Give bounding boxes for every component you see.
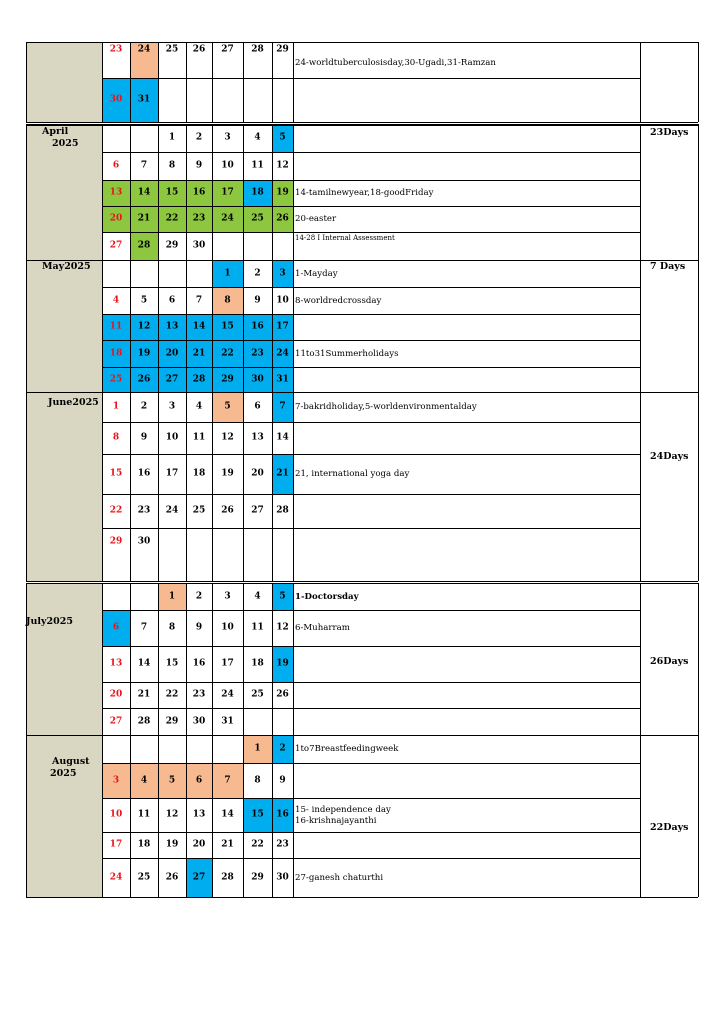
event-note: 16-krishnajayanthi — [295, 815, 377, 826]
grid-line — [102, 180, 640, 181]
event-note: 14-28 I Internal Assessment — [295, 234, 395, 242]
date-cell: 30 — [137, 536, 151, 547]
total-days: 23Days — [650, 127, 689, 138]
date-cell: 20 — [109, 213, 123, 224]
date-cell: 16 — [192, 187, 206, 198]
date-cell: 22 — [251, 839, 264, 850]
date-cell: 14 — [137, 187, 151, 198]
grid-line — [640, 260, 641, 392]
date-cell: 21 — [221, 839, 234, 850]
date-cell: 11 — [251, 622, 264, 633]
date-cell: 26 — [276, 689, 289, 700]
grid-line — [158, 42, 159, 122]
event-note: 24-worldtuberculosisday,30-Ugadi,31-Ramzan — [295, 58, 496, 68]
month-column — [26, 392, 102, 581]
date-cell: 8 — [254, 775, 261, 785]
event-note: 20-easter — [295, 214, 337, 224]
date-cell: 25 — [137, 872, 151, 882]
date-cell: 25 — [109, 374, 123, 384]
date-cell: 23 — [192, 689, 206, 700]
date-cell: 6 — [168, 295, 176, 305]
event-note: 15- independence day — [295, 804, 391, 815]
date-cell: 4 — [140, 775, 148, 785]
date-cell: 12 — [221, 432, 234, 443]
date-cell: 17 — [221, 658, 234, 669]
date-cell: 28 — [192, 374, 206, 384]
month-label: May2025 — [42, 261, 91, 272]
grid-line — [243, 260, 244, 392]
month-label: July2025 — [26, 616, 73, 627]
date-cell: 19 — [165, 839, 179, 850]
date-cell: 27 — [109, 240, 123, 251]
date-cell: 30 — [109, 94, 123, 105]
date-cell: 3 — [224, 591, 231, 601]
event-note: 8-worldredcrossday — [295, 295, 382, 306]
date-cell: 8 — [112, 432, 120, 443]
grid-line — [26, 735, 698, 736]
grid-line — [26, 124, 27, 260]
date-cell: 31 — [221, 716, 234, 726]
grid-line — [26, 583, 27, 735]
date-cell: 26 — [276, 213, 289, 224]
date-cell: 13 — [165, 321, 179, 332]
grid-line — [698, 260, 699, 392]
date-cell: 31 — [137, 94, 151, 105]
grid-line — [293, 392, 294, 581]
date-cell: 27 — [165, 374, 179, 384]
date-cell: 3 — [224, 132, 231, 143]
grid-line — [130, 124, 131, 260]
grid-line — [243, 42, 244, 122]
date-cell: 20 — [251, 468, 264, 479]
grid-line — [186, 735, 187, 897]
date-cell: 10 — [221, 622, 234, 633]
grid-line — [272, 583, 273, 735]
date-cell: 15 — [165, 187, 179, 198]
event-note: 27-ganesh chaturthi — [295, 872, 384, 883]
grid-line — [26, 897, 698, 898]
event-note: 1to7Breastfeedingweek — [295, 744, 399, 754]
total-days: 22Days — [650, 822, 689, 833]
date-cell: 8 — [168, 622, 176, 633]
date-cell: 13 — [109, 187, 123, 198]
grid-line — [102, 78, 640, 79]
month-label: 2025 — [52, 138, 79, 149]
month-label: 2025 — [50, 768, 77, 779]
date-cell: 18 — [192, 468, 206, 479]
date-cell: 23 — [251, 348, 264, 358]
grid-line — [102, 798, 640, 799]
date-cell: 27 — [251, 505, 264, 516]
date-cell: 1 — [168, 132, 176, 143]
date-cell: 3 — [112, 775, 120, 785]
date-cell: 9 — [195, 622, 203, 633]
grid-line — [102, 858, 640, 859]
date-cell: 2 — [140, 401, 148, 412]
date-cell: 3 — [168, 401, 176, 412]
date-cell: 24 — [276, 348, 289, 358]
grid-line — [26, 42, 698, 43]
grid-line — [212, 124, 213, 260]
grid-line — [130, 260, 131, 392]
event-note: 1-Mayday — [295, 268, 338, 279]
date-cell: 26 — [192, 44, 206, 55]
date-cell: 12 — [276, 622, 289, 633]
grid-line — [698, 392, 699, 581]
date-cell: 2 — [279, 743, 286, 754]
grid-line — [640, 42, 641, 122]
date-cell: 27 — [109, 716, 123, 726]
date-cell: 7 — [140, 622, 148, 633]
grid-line — [102, 763, 640, 764]
date-cell: 30 — [251, 374, 264, 384]
event-note: 1-Doctorsday — [295, 591, 359, 602]
date-cell: 5 — [140, 295, 148, 305]
date-cell: 9 — [254, 295, 261, 305]
grid-line — [272, 124, 273, 260]
date-cell: 22 — [221, 348, 234, 358]
date-cell: 5 — [279, 132, 286, 143]
grid-line — [102, 682, 640, 683]
date-cell: 13 — [192, 809, 206, 820]
grid-line — [293, 583, 294, 735]
date-cell: 13 — [109, 658, 123, 669]
date-cell: 5 — [279, 591, 286, 601]
date-cell: 18 — [251, 187, 264, 198]
grid-line — [102, 314, 640, 315]
date-cell: 28 — [137, 716, 151, 726]
date-cell: 14 — [221, 809, 234, 820]
grid-line — [158, 260, 159, 392]
date-cell: 24 — [137, 44, 151, 55]
grid-line — [26, 392, 698, 393]
grid-line — [26, 581, 698, 582]
grid-line — [102, 152, 640, 153]
date-cell: 12 — [165, 809, 179, 820]
event-note: 14-tamilnewyear,18-goodFriday — [295, 188, 434, 198]
date-cell: 10 — [165, 432, 179, 443]
date-cell: 24 — [221, 213, 234, 224]
date-cell: 16 — [137, 468, 151, 479]
date-cell: 7 — [279, 401, 286, 412]
date-cell: 4 — [254, 591, 261, 601]
grid-line — [272, 735, 273, 897]
date-cell: 29 — [165, 240, 179, 251]
date-cell: 29 — [165, 716, 179, 726]
date-cell: 26 — [221, 505, 234, 516]
grid-line — [102, 646, 640, 647]
date-cell: 18 — [109, 348, 123, 358]
month-column — [26, 583, 102, 735]
date-cell: 14 — [137, 658, 151, 669]
date-cell: 31 — [276, 374, 289, 384]
grid-line — [102, 124, 103, 260]
event-note: 11to31Summerholidays — [295, 348, 399, 359]
grid-line — [158, 392, 159, 581]
grid-line — [26, 260, 698, 261]
date-cell: 17 — [165, 468, 179, 479]
grid-line — [640, 124, 641, 260]
date-cell: 26 — [137, 374, 151, 384]
grid-line — [102, 583, 103, 735]
date-cell: 2 — [195, 132, 203, 143]
grid-line — [640, 735, 641, 897]
grid-line — [26, 392, 27, 581]
event-note: 6-Muharram — [295, 623, 350, 633]
grid-line — [212, 735, 213, 897]
date-cell: 20 — [109, 689, 123, 700]
month-label: August — [52, 756, 90, 767]
date-cell: 15 — [165, 658, 179, 669]
total-days: 24Days — [650, 451, 689, 462]
grid-line — [102, 610, 640, 611]
date-cell: 19 — [137, 348, 151, 358]
grid-line — [102, 832, 640, 833]
grid-line — [102, 735, 103, 897]
date-cell: 7 — [224, 775, 231, 785]
date-cell: 8 — [224, 295, 231, 305]
grid-line — [212, 392, 213, 581]
date-cell: 21 — [192, 348, 206, 358]
month-column — [26, 42, 102, 122]
grid-line — [293, 735, 294, 897]
grid-line — [698, 583, 699, 735]
date-cell: 9 — [195, 160, 203, 171]
grid-line — [640, 392, 641, 581]
grid-line — [102, 454, 640, 455]
date-cell: 1 — [254, 743, 261, 754]
date-cell: 2 — [195, 591, 203, 601]
date-cell: 28 — [137, 240, 151, 251]
date-cell: 18 — [251, 658, 264, 669]
date-cell: 20 — [192, 839, 206, 850]
date-cell: 28 — [221, 872, 234, 882]
date-cell: 24 — [165, 505, 179, 516]
grid-line — [102, 392, 103, 581]
date-cell: 6 — [112, 622, 120, 633]
grid-line — [102, 260, 103, 392]
date-cell: 12 — [137, 321, 151, 332]
grid-line — [102, 528, 640, 529]
date-cell: 29 — [109, 536, 123, 547]
date-cell: 27 — [221, 44, 234, 55]
grid-line — [243, 392, 244, 581]
grid-line — [293, 124, 294, 260]
grid-line — [130, 735, 131, 897]
date-cell: 10 — [221, 160, 234, 171]
month-column — [26, 260, 102, 392]
grid-line — [102, 494, 640, 495]
grid-line — [158, 583, 159, 735]
date-cell: 22 — [165, 213, 179, 224]
date-cell: 30 — [192, 716, 206, 726]
grid-line — [102, 422, 640, 423]
date-cell: 14 — [192, 321, 206, 332]
date-cell: 22 — [109, 505, 123, 516]
grid-line — [102, 367, 640, 368]
date-cell: 6 — [254, 401, 261, 412]
date-cell: 23 — [137, 505, 151, 516]
grid-line — [293, 42, 294, 122]
date-cell: 13 — [251, 432, 264, 443]
date-cell: 6 — [112, 160, 120, 171]
date-cell: 22 — [165, 689, 179, 700]
date-cell: 25 — [251, 213, 264, 224]
date-cell: 24 — [221, 689, 234, 700]
date-cell: 23 — [192, 213, 206, 224]
date-cell: 28 — [276, 505, 289, 516]
grid-line — [186, 124, 187, 260]
grid-line — [102, 287, 640, 288]
date-cell: 17 — [109, 839, 123, 850]
date-cell: 19 — [221, 468, 234, 479]
grid-line — [102, 42, 103, 122]
grid-line — [640, 583, 641, 735]
total-days: 26Days — [650, 656, 689, 667]
date-cell: 10 — [276, 295, 289, 305]
grid-line — [130, 42, 131, 122]
grid-line — [212, 583, 213, 735]
date-cell: 19 — [276, 658, 289, 669]
grid-line — [698, 42, 699, 122]
date-cell: 2 — [254, 268, 261, 278]
date-cell: 30 — [192, 240, 206, 251]
date-cell: 17 — [276, 321, 289, 332]
grid-line — [243, 583, 244, 735]
grid-line — [26, 583, 698, 584]
date-cell: 5 — [224, 401, 231, 412]
date-cell: 17 — [221, 187, 234, 198]
grid-line — [102, 206, 640, 207]
grid-line — [212, 260, 213, 392]
date-cell: 20 — [165, 348, 179, 358]
date-cell: 15 — [251, 809, 264, 820]
total-days: 7 Days — [650, 261, 686, 272]
date-cell: 29 — [221, 374, 234, 384]
event-note: 21, international yoga day — [295, 469, 410, 479]
date-cell: 6 — [195, 775, 203, 785]
grid-line — [243, 124, 244, 260]
grid-line — [186, 392, 187, 581]
event-note: 7-bakridholiday,5-worldenvironmentalday — [295, 402, 477, 412]
date-cell: 3 — [279, 268, 286, 278]
date-cell: 23 — [109, 44, 123, 55]
date-cell: 25 — [192, 505, 206, 516]
grid-line — [158, 735, 159, 897]
date-cell: 1 — [224, 268, 231, 278]
grid-line — [212, 42, 213, 122]
grid-line — [698, 735, 699, 897]
date-cell: 11 — [192, 432, 206, 443]
grid-line — [272, 42, 273, 122]
grid-line — [26, 124, 698, 126]
grid-line — [243, 735, 244, 897]
grid-line — [130, 392, 131, 581]
grid-line — [272, 392, 273, 581]
date-cell: 14 — [276, 432, 289, 443]
date-cell: 15 — [109, 468, 123, 479]
date-cell: 25 — [251, 689, 264, 700]
date-cell: 29 — [276, 44, 289, 55]
month-label: April — [42, 126, 69, 137]
date-cell: 28 — [251, 44, 264, 55]
grid-line — [293, 260, 294, 392]
date-cell: 16 — [192, 658, 206, 669]
date-cell: 8 — [168, 160, 176, 171]
grid-line — [26, 122, 698, 123]
date-cell: 4 — [112, 295, 120, 305]
grid-line — [26, 735, 27, 897]
date-cell: 23 — [276, 839, 289, 850]
date-cell: 1 — [112, 401, 120, 412]
date-cell: 30 — [276, 872, 289, 882]
date-cell: 24 — [109, 872, 123, 882]
grid-line — [26, 260, 27, 392]
month-label: June2025 — [48, 397, 99, 408]
grid-line — [186, 583, 187, 735]
grid-line — [102, 340, 640, 341]
date-cell: 26 — [165, 872, 179, 882]
date-cell: 7 — [195, 295, 203, 305]
grid-line — [102, 708, 640, 709]
date-cell: 15 — [221, 321, 234, 332]
date-cell: 11 — [109, 321, 123, 332]
date-cell: 11 — [137, 809, 151, 820]
date-cell: 21 — [276, 468, 289, 479]
date-cell: 18 — [137, 839, 151, 850]
date-cell: 1 — [168, 591, 176, 601]
date-cell: 12 — [276, 160, 289, 171]
date-cell: 11 — [251, 160, 264, 171]
date-cell: 29 — [251, 872, 264, 882]
date-cell: 16 — [251, 321, 264, 332]
date-cell: 4 — [254, 132, 261, 143]
date-cell: 7 — [140, 160, 148, 171]
date-cell: 16 — [276, 809, 289, 820]
grid-line — [186, 260, 187, 392]
date-cell: 19 — [276, 187, 289, 198]
grid-line — [26, 42, 27, 122]
date-cell: 25 — [165, 44, 179, 55]
grid-line — [158, 124, 159, 260]
date-cell: 9 — [279, 775, 286, 785]
date-cell: 27 — [192, 872, 206, 882]
date-cell: 9 — [140, 432, 148, 443]
grid-line — [698, 124, 699, 260]
grid-line — [130, 583, 131, 735]
grid-line — [186, 42, 187, 122]
date-cell: 4 — [195, 401, 203, 412]
date-cell: 21 — [137, 213, 151, 224]
date-cell: 21 — [137, 689, 151, 700]
date-cell: 10 — [109, 809, 123, 820]
date-cell: 5 — [168, 775, 176, 785]
grid-line — [272, 260, 273, 392]
